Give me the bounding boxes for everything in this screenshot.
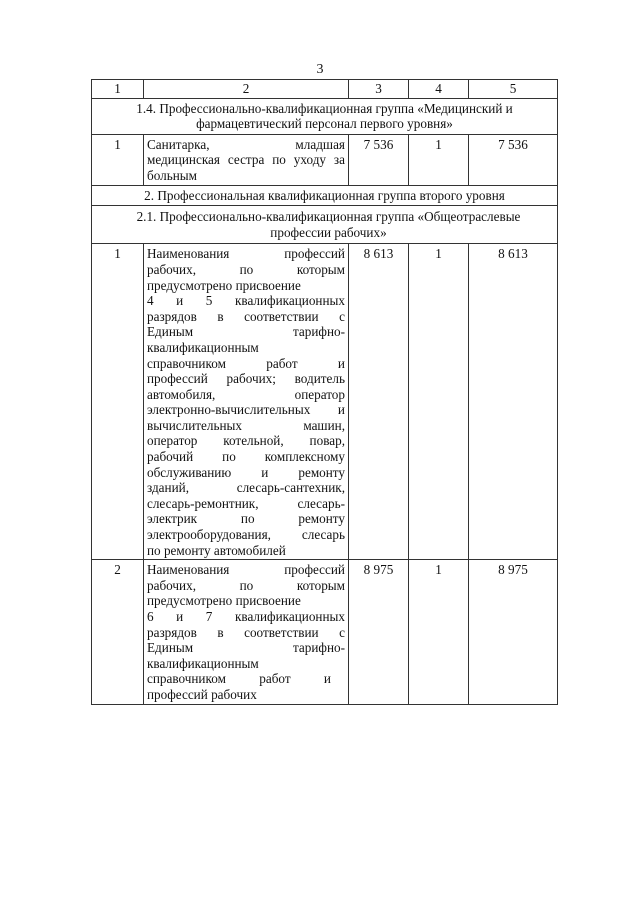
desc-line: вычислительных машин, [147, 417, 345, 433]
desc-line: слесарь-ремонтник, слесарь- [147, 495, 345, 511]
desc-line: рабочий по комплексному [147, 449, 345, 465]
row-salary: 7 536 [349, 134, 409, 185]
desc-line: электрооборудования, слесарь [147, 527, 345, 543]
desc-line: Санитарка, младшая [147, 136, 345, 152]
desc-line: 4 и 5 квалификационных [147, 293, 345, 309]
desc-line: разрядов в соответствии с [147, 308, 345, 324]
desc-line: квалификационным [147, 655, 259, 671]
desc-line: по ремонту автомобилей [147, 542, 286, 558]
desc-line: Единым тарифно- [147, 640, 345, 656]
table-row-1-4-1 [92, 134, 558, 185]
group-row-2-1 [92, 206, 558, 244]
row-description [144, 134, 349, 185]
desc-line: предусмотрено присвоение [147, 593, 301, 609]
header-col-5: 5 [469, 80, 558, 99]
desc-line: квалификационным [147, 339, 259, 355]
row-coefficient: 1 [409, 560, 469, 704]
table-header-row [92, 80, 558, 99]
desc-line: Единым тарифно- [147, 324, 345, 340]
desc-line: электрик по ремонту [147, 511, 345, 527]
desc-line: 6 и 7 квалификационных [147, 609, 345, 624]
desc-line: разрядов в соответствии с [147, 624, 345, 640]
group-row-1-4 [92, 98, 558, 134]
row-salary: 8 613 [349, 244, 409, 560]
row-number: 1 [92, 244, 144, 560]
page-number: 3 [316, 62, 324, 77]
row-number: 2 [92, 560, 144, 704]
header-col-1: 1 [92, 80, 144, 99]
desc-line: Наименования профессий [147, 562, 345, 578]
desc-line: профессий рабочих [147, 686, 257, 702]
table-row-2-1-1 [92, 244, 558, 560]
desc-line: предусмотрено присвоение [147, 277, 301, 293]
desc-line: обслуживанию и ремонту [147, 464, 345, 480]
row-coefficient: 1 [409, 244, 469, 560]
desc-line: электронно-вычислительных и [147, 402, 345, 418]
group-title-1-4: 1.4. Профессионально-квалификационная группа «Медицинский и фармацевтический персонал первого уровня» [92, 98, 558, 134]
desc-line: медицинская сестра по уходу за [147, 152, 345, 168]
row-description [144, 560, 349, 704]
row-salary: 8 975 [349, 560, 409, 704]
desc-line: автомобиля, оператор [147, 386, 345, 402]
row-coefficient: 1 [409, 134, 469, 185]
header-col-4: 4 [409, 80, 469, 99]
row-total: 8 975 [469, 560, 558, 704]
header-col-2: 2 [144, 80, 349, 99]
group-title-2: 2. Профессиональная квалификационная группа второго уровня [92, 185, 558, 206]
desc-line: справочником работ и [147, 671, 331, 687]
desc-line: больным [147, 167, 197, 183]
header-col-3: 3 [349, 80, 409, 99]
row-number: 1 [92, 134, 144, 185]
table-row-2-1-2 [92, 560, 558, 704]
salary-table [91, 79, 558, 705]
group-title-2-1: 2.1. Профессионально-квалификационная группа «Общеотраслевые профессии рабочих» [92, 206, 558, 244]
desc-line: рабочих, по которым [147, 577, 345, 593]
desc-line: зданий, слесарь-сантехник, [147, 480, 345, 496]
row-total: 7 536 [469, 134, 558, 185]
group-row-2 [92, 185, 558, 206]
row-total: 8 613 [469, 244, 558, 560]
row-description [144, 244, 349, 560]
desc-line: оператор котельной, повар, [147, 433, 345, 449]
desc-line: рабочих, по которым [147, 261, 345, 277]
desc-line: Наименования профессий [147, 246, 345, 262]
desc-line: справочником работ и [147, 355, 345, 371]
desc-line: профессий рабочих; водитель [147, 371, 345, 387]
